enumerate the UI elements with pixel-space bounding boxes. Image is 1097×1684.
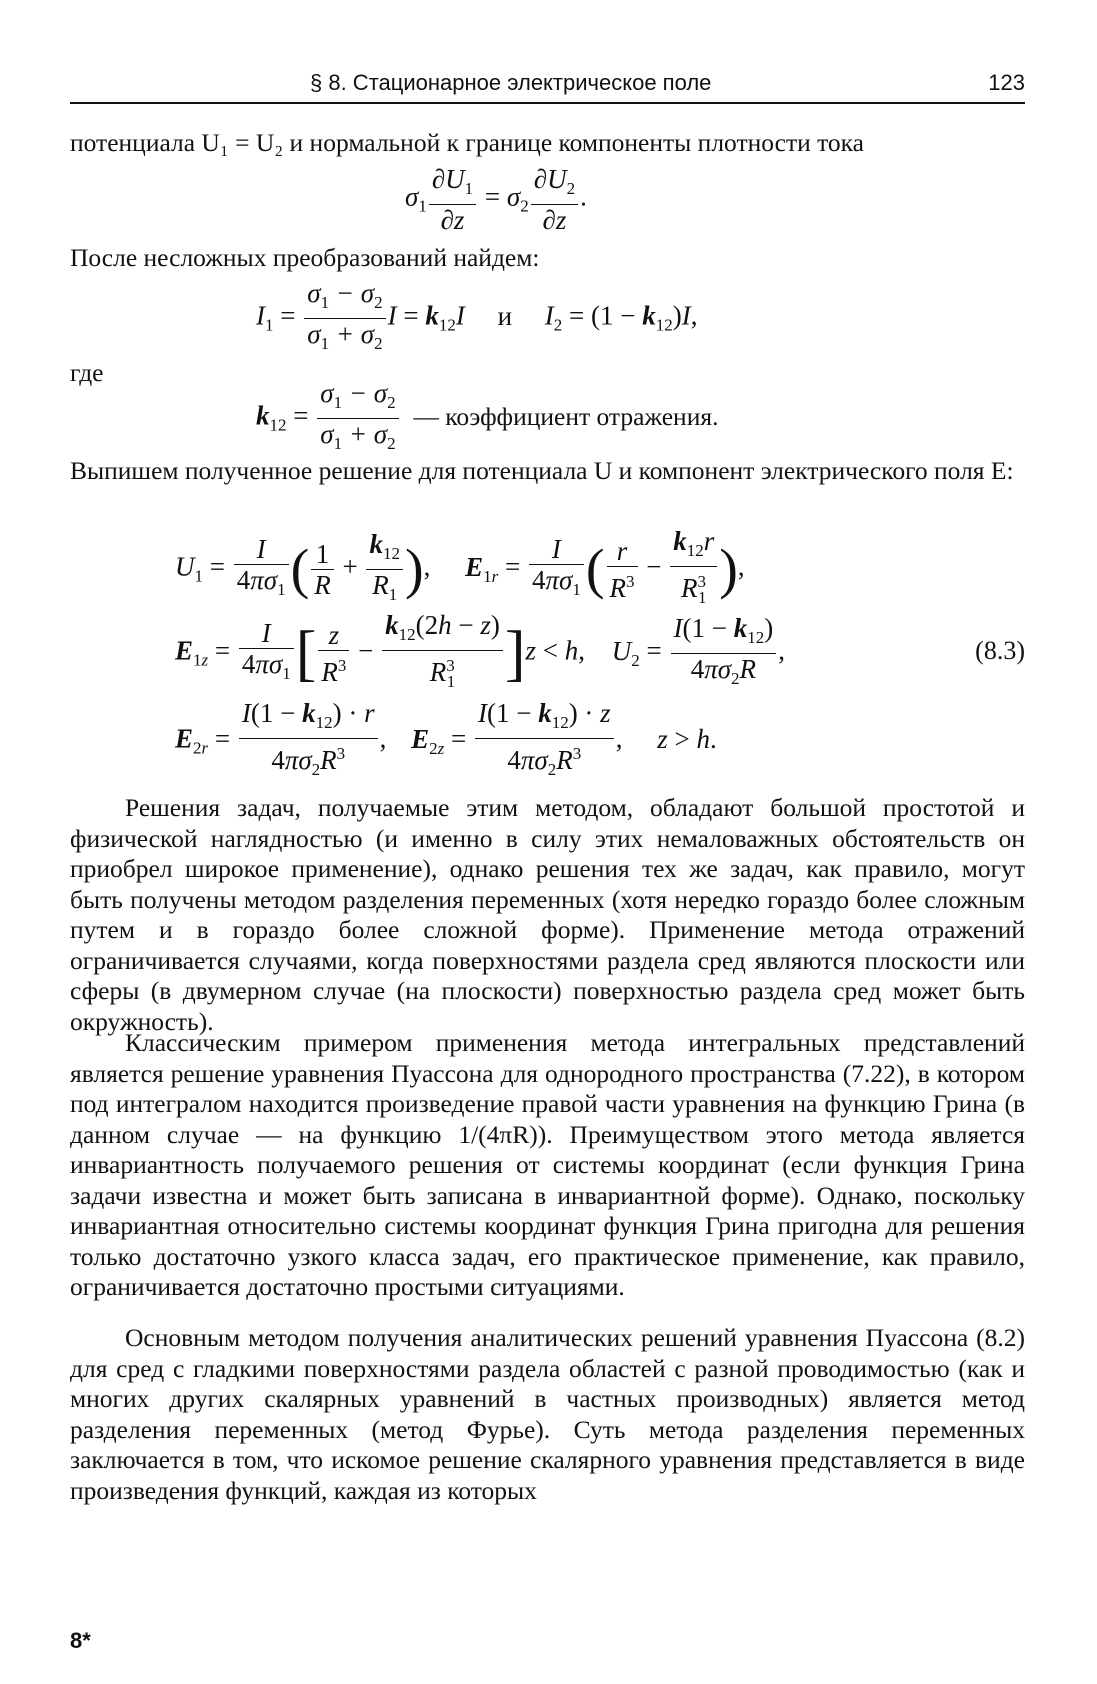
signature-mark: 8* xyxy=(70,1628,91,1653)
equation-8-3-line-2: $E_{1z}$ = $\frac{I}{4\pi\sigma_1}$ [ $\frac{z}{R^3}$ − $\frac{k_{12}(2h - z)}{R^3_1}$ ]z < h, $U_2$ = $\frac{I(1 - k_{12})}{4\pi\sigma_2R}$ , xyxy=(175,610,785,691)
running-title: § 8. Стационарное электрическое поле xyxy=(310,70,712,95)
paragraph-3: Основным методом получения аналитических решений уравнения Пуассона (8.2) для сред с гладкими поверхностями раздела областей с разной проводимостью (как и многих других скалярных уравнений в частных производных) является метод разделения переменных (метод Фурье). Суть метода разделения переменных заключается в том, что искомое решение скалярного уравнения представляется в виде произведения функций, каждая из которых xyxy=(70,1323,1025,1505)
paragraph-1: Решения задач, получаемые этим методом, обладают большой простотой и физической наглядностью (и именно в силу этих немаловажных обстоятельств он приобрел широкое применение), однако решения тех же задач, как правило, могут быть получены методом разделения переменных (хотя нередко гораздо более сложным путем и в гораздо более сложной форме). Применение метода отражений ограничивается случаями, когда поверхностями раздела сред являются плоскости или сферы (в двумерном случае (на плоскости) поверхностью раздела сред может быть окружность). xyxy=(70,793,1025,1036)
equation-number: (8.3) xyxy=(975,636,1025,665)
conjunction-and: и xyxy=(497,300,513,331)
where-word: где xyxy=(70,358,104,387)
boundary-condition-equation: $\sigma_1$ $\frac{\partial U_1}{\partial z}$ = $\sigma_2$ $\frac{\partial U_2}{\partial z}$ . xyxy=(405,164,587,235)
equation-8-3-line-1: $U_1$ = $\frac{I}{4\pi\sigma_1}$ ( $\frac{1}{R}$ + $\frac{k_{12}}{R_1}$ ), $E_{1r}$ = $\frac{I}{4\pi\sigma_1}$ ( $\frac{r}{R^3}$ − $\frac{k_{12}r}{R^3_1}$ ), xyxy=(175,526,745,607)
page-header xyxy=(70,66,1025,104)
currents-equation: $I_1$ = $\frac{\sigma_1 - \sigma_2}{\sigma_1 + \sigma_2}$ $I = k_{12}I$ и $I_2 = (1 - k_{12})I$, xyxy=(256,278,698,353)
reflection-coefficient-label: — коэффициент отражения. xyxy=(413,401,719,431)
book-page xyxy=(70,38,1025,1653)
equation-8-3-line-3: $E_{2r}$ = $\frac{I(1 - k_{12}) \cdot r}{4\pi\sigma_2R^3}$ , $E_{2z}$ = $\frac{I(1 - k_{12}) \cdot z}{4\pi\sigma_2R^3}$ , z > h. xyxy=(175,698,717,779)
text-line-1: потенциала U₁ = U₂ и нормальной к границе компоненты плотности тока xyxy=(70,128,864,157)
text-line-2: После несложных преобразований найдем: xyxy=(70,243,540,272)
paragraph-2: Классическим примером применения метода интегральных представлений является решение уравнения Пуассона для однородного пространства (7.22), в котором под интегралом находится произведение правой части уравнения на функцию Грина (в данном случае — на функцию 1/(4πR)). Преимуществом этого метода является инвариантность получаемого решения от системы координат (если функция Грина задачи известна и может быть записана в инвариантной форме). Однако, поскольку инвариантная относительно системы координат функция Грина пригодна для решения только достаточно узкого класса задач, его практическое применение, как правило, ограничивается достаточно простыми ситуациями. xyxy=(70,1028,1025,1301)
solution-intro: Выпишем полученное решение для потенциала U и компонент электрического поля E: xyxy=(70,456,1014,485)
page-number: 123 xyxy=(988,70,1025,95)
reflection-coefficient-equation: $k_{12}$ = $\frac{\sigma_1 - \sigma_2}{\sigma_1 + \sigma_2}$ — коэффициент отражения. xyxy=(256,378,719,453)
